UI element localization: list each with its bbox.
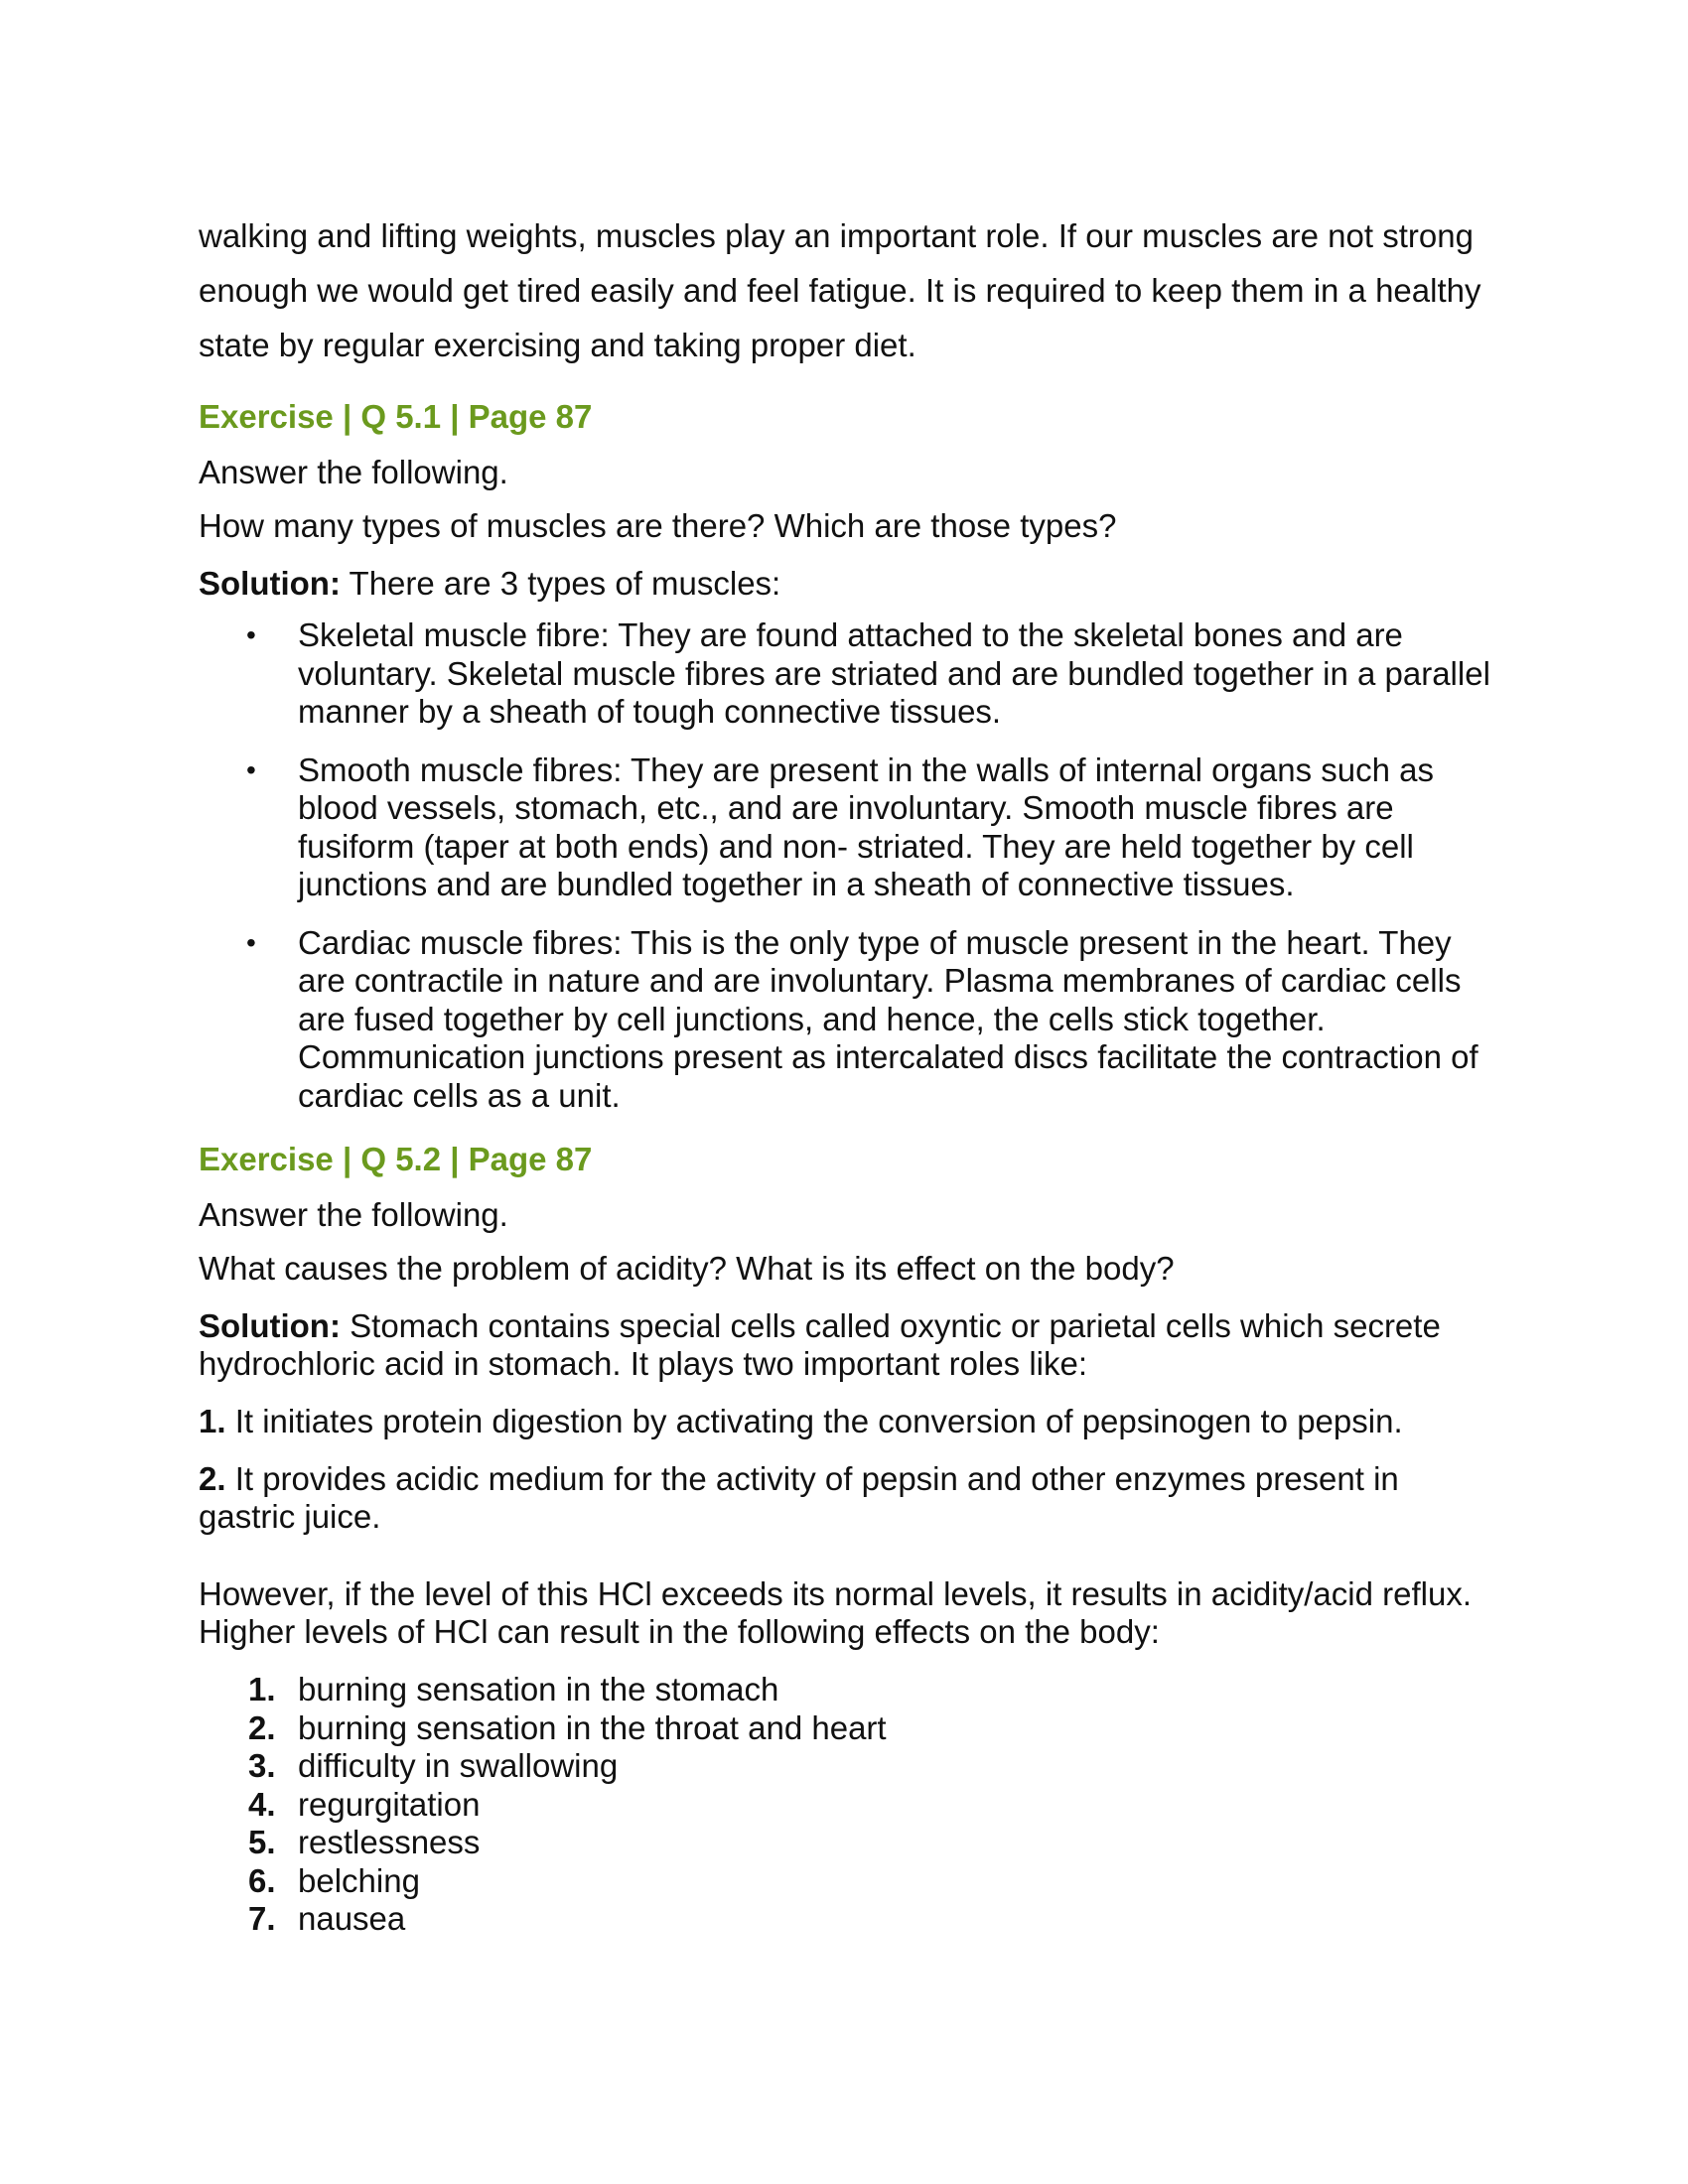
list-number: 3. (248, 1747, 276, 1784)
solution-label: Solution: (199, 565, 341, 602)
list-number: 2. (248, 1708, 276, 1746)
question-5-2-section (199, 1135, 1499, 1939)
document-page (199, 208, 1499, 1939)
question-5-1-instruction: Answer the following. (199, 454, 508, 490)
list-number: 7. (248, 1900, 276, 1937)
list-item (199, 1786, 1499, 1825)
role-number: 1. (199, 1403, 226, 1439)
list-item (199, 1900, 1499, 1939)
muscle-types-list (199, 616, 1499, 1115)
effects-list (199, 1671, 1499, 1939)
role-item (199, 1403, 1499, 1440)
question-5-1-heading: Exercise | Q 5.1 | Page 87 (199, 398, 593, 435)
bullet-icon: • (246, 926, 256, 958)
list-item (199, 1747, 1499, 1786)
list-number: 6. (248, 1861, 276, 1899)
list-item (199, 924, 1499, 1116)
list-item-text: Smooth muscle fibres: They are present in the walls of internal organs such as blood vessels, stomach, etc., and are involuntary. Smooth muscle fibres are fusiform (taper at both ends) and non- striated. They are held together by cell junctions and are bundled together in a sheath of connective tissues. (298, 751, 1434, 902)
list-item-text: burning sensation in the stomach (298, 1671, 779, 1707)
list-item-text: nausea (298, 1900, 406, 1937)
list-item (199, 616, 1499, 732)
list-item-text: regurgitation (298, 1785, 481, 1823)
list-item-text: Cardiac muscle fibres: This is the only type of muscle present in the heart. They are contractile in nature and are involuntary. Plasma membranes of cardiac cells are fused together by cell junctions, and hence, the cells stick together. Communication junctions present as intercalated discs facilitate the contraction of cardiac cells as a unit. (298, 923, 1478, 1114)
question-5-2-solution (199, 1307, 1499, 1383)
role-text: It initiates protein digestion by activating the conversion of pepsinogen to pepsin. (225, 1403, 1403, 1439)
bullet-icon: • (246, 753, 256, 785)
question-5-1-text: How many types of muscles are there? Which are those types? (199, 507, 1117, 544)
list-item (199, 1824, 1499, 1862)
list-item-text: restlessness (298, 1824, 481, 1860)
list-item-text: difficulty in swallowing (298, 1747, 619, 1784)
role-text: It provides acidic medium for the activity of pepsin and other enzymes present in gastric juice. (199, 1460, 1399, 1535)
list-item-text: Skeletal muscle fibre: They are found attached to the skeletal bones and are voluntary. Skeletal muscle fibres are striated and are bundled together in a parallel manner by a sheath of tough connective tissues. (298, 616, 1490, 730)
list-item (199, 1671, 1499, 1709)
solution-label: Solution: (199, 1307, 341, 1344)
list-number: 5. (248, 1824, 276, 1860)
role-item (199, 1460, 1499, 1536)
question-5-1-solution (199, 565, 1499, 603)
list-item-text: burning sensation in the throat and heart (298, 1708, 887, 1746)
solution-text: Stomach contains special cells called oxyntic or parietal cells which secrete hydrochloric acid in stomach. It plays two important roles like: (199, 1307, 1441, 1382)
question-5-2-heading: Exercise | Q 5.2 | Page 87 (199, 1141, 593, 1177)
however-paragraph: However, if the level of this HCl exceeds its normal levels, it results in acidity/acid reflux. Higher levels of HCl can result in the following effects on the body: (199, 1575, 1473, 1650)
question-5-2-text: What causes the problem of acidity? What is its effect on the body? (199, 1250, 1175, 1287)
list-number: 1. (248, 1671, 276, 1707)
list-item-text: belching (298, 1861, 420, 1899)
spacer (199, 1536, 1499, 1575)
list-item (199, 1709, 1499, 1748)
question-5-1-section (199, 392, 1499, 1115)
solution-text: There are 3 types of muscles: (340, 565, 781, 602)
question-5-2-instruction: Answer the following. (199, 1196, 508, 1233)
list-item (199, 751, 1499, 904)
role-number: 2. (199, 1460, 226, 1497)
list-number: 4. (248, 1785, 276, 1823)
list-item (199, 1862, 1499, 1901)
bullet-icon: • (246, 619, 256, 650)
intro-paragraph: walking and lifting weights, muscles play an important role. If our muscles are not strong enough we would get tired easily and feel fatigue. It is required to keep them in a healthy state by regular exercising and taking proper diet. (199, 217, 1481, 363)
